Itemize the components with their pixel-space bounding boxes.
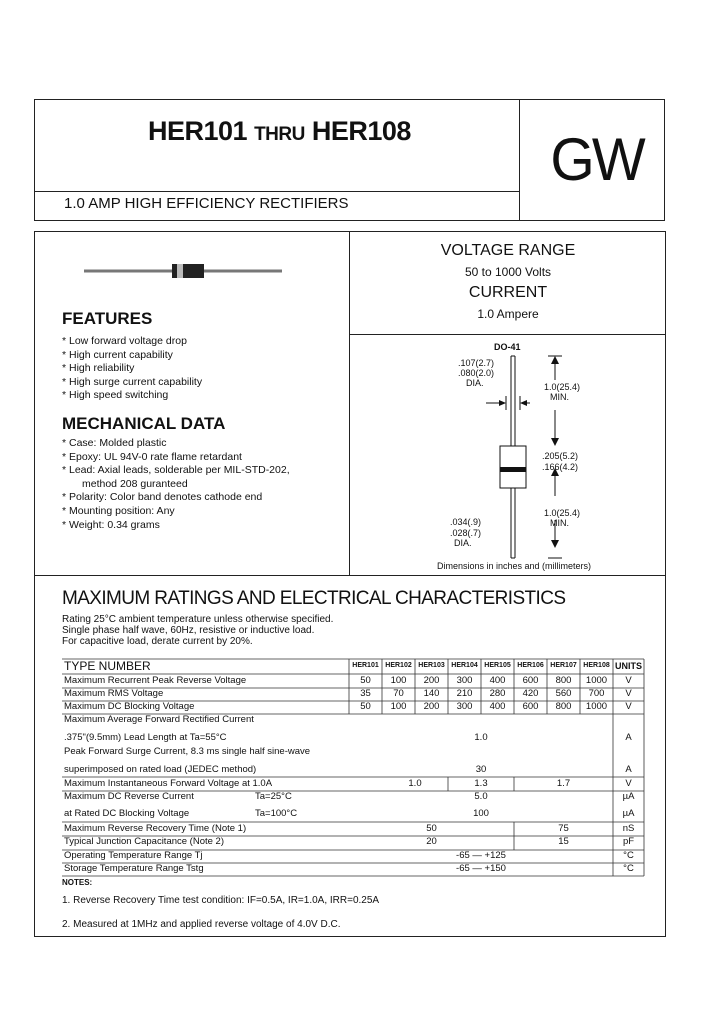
- unit-vrrm: V: [625, 675, 632, 686]
- dimensions-footnote: Dimensions in inches and (millimeters): [437, 561, 592, 571]
- cell-vrms-4: 280: [489, 688, 506, 699]
- col-header-her108: HER108: [583, 662, 610, 669]
- condition-line: Rating 25°C ambient temperature unless otherwise specified.: [62, 614, 334, 625]
- cell-vrms-6: 560: [555, 688, 572, 699]
- features-heading: FEATURES: [62, 309, 153, 328]
- cell-io_2: 1.0: [474, 732, 488, 743]
- list-item: * High current capability: [62, 348, 173, 361]
- title-part2: HER108: [311, 116, 411, 146]
- cell-cj-2: 15: [558, 836, 569, 847]
- cell-vdc-1: 100: [390, 701, 407, 712]
- lead-dia-1: .107(2.7): [458, 358, 495, 368]
- cell-vdc-4: 400: [489, 701, 506, 712]
- col-header-her107: HER107: [550, 662, 577, 669]
- cell-tstg: -65 — +150: [456, 863, 506, 874]
- cell-vdc-7: 1000: [585, 701, 608, 712]
- cell-vrrm-7: 1000: [585, 675, 608, 686]
- unit-cj: pF: [622, 836, 635, 847]
- cell-vrms-7: 700: [588, 688, 605, 699]
- package-name: DO-41: [494, 342, 521, 352]
- condition-line: For capacitive load, derate current by 20%.: [62, 636, 253, 647]
- cond-ir_1: Ta=25°C: [255, 791, 292, 802]
- row-label-trr: Maximum Reverse Recovery Time (Note 1): [64, 823, 247, 834]
- col-header-her105: HER105: [484, 662, 511, 669]
- lead-len2-2: MIN.: [550, 518, 569, 528]
- cell-vrms-5: 420: [522, 688, 539, 699]
- cell-vrms-0: 35: [360, 688, 371, 699]
- row-label-io_2: .375"(9.5mm) Lead Length at Ta=55°C: [64, 732, 227, 743]
- lead-len-2: MIN.: [550, 392, 569, 402]
- unit-ir_2: µA: [622, 808, 635, 819]
- list-item: * Mounting position: Any: [62, 504, 175, 517]
- page-subtitle: 1.0 AMP HIGH EFFICIENCY RECTIFIERS: [64, 195, 349, 212]
- unit-vdc: V: [625, 701, 632, 712]
- cell-ifsm_2: 30: [475, 764, 487, 775]
- col-header-her104: HER104: [451, 662, 478, 669]
- list-item: * High reliability: [62, 362, 135, 375]
- list-item: * Case: Molded plastic: [62, 437, 167, 449]
- current-label: CURRENT: [468, 284, 548, 301]
- cell-vrrm-1: 100: [390, 675, 407, 686]
- list-item: * Polarity: Color band denotes cathode end: [62, 491, 263, 504]
- unit-ifsm_2: A: [625, 764, 632, 775]
- note-item: 2. Measured at 1MHz and applied reverse voltage of 4.0V D.C.: [62, 919, 341, 930]
- cell-vf-3: 1.7: [556, 778, 571, 789]
- col-header-units: UNITS: [615, 661, 642, 671]
- unit-trr: nS: [622, 823, 635, 834]
- unit-tj: °C: [623, 850, 634, 861]
- col-header-type: TYPE NUMBER: [64, 659, 151, 673]
- cell-vdc-6: 800: [555, 701, 572, 712]
- row-label-vrms: Maximum RMS Voltage: [64, 688, 164, 699]
- title-part1: HER101: [148, 116, 248, 146]
- wire-dia-2: .028(.7): [450, 528, 482, 538]
- voltage-range-label: VOLTAGE RANGE: [440, 242, 576, 259]
- cell-cj-1: 20: [426, 836, 437, 847]
- cell-vdc-2: 200: [423, 701, 440, 712]
- note-item: 1. Reverse Recovery Time test condition: IF=0.5A, IR=1.0A, IRR=0.25A: [62, 895, 380, 906]
- col-header-her106: HER106: [517, 662, 544, 669]
- list-item: * Epoxy: UL 94V-0 rate flame retardant: [62, 450, 242, 463]
- mechanical-heading: MECHANICAL DATA: [62, 414, 226, 433]
- cell-tj: -65 — +125: [456, 850, 506, 861]
- row-label-tstg: Storage Temperature Range Tstg: [64, 863, 204, 874]
- cell-vdc-0: 50: [360, 701, 371, 712]
- lead-len-1: 1.0(25.4): [544, 382, 581, 392]
- body-len-2: .166(4.2): [542, 462, 579, 472]
- col-header-her101: HER101: [352, 662, 379, 669]
- row-label-vrrm: Maximum Recurrent Peak Reverse Voltage: [64, 675, 247, 686]
- cell-trr-2: 75: [558, 823, 569, 834]
- cell-vdc-5: 600: [522, 701, 539, 712]
- list-item: * Weight: 0.34 grams: [62, 518, 160, 531]
- wire-dia-1: .034(.9): [450, 517, 482, 527]
- col-header-her102: HER102: [385, 662, 412, 669]
- list-item: * Lead: Axial leads, solderable per MIL-STD-202,: [62, 464, 290, 477]
- unit-ir_1: µA: [622, 791, 635, 802]
- lead-dia-2: .080(2.0): [458, 368, 495, 378]
- list-item: method 208 guranteed: [82, 477, 188, 490]
- lead-dia-3: DIA.: [466, 378, 484, 388]
- max-ratings-heading: MAXIMUM RATINGS AND ELECTRICAL CHARACTERISTICS: [62, 588, 566, 609]
- condition-line: Single phase half wave, 60Hz, resistive or inductive load.: [62, 625, 315, 636]
- brand-logo: GW: [550, 126, 643, 193]
- voltage-range-value: 50 to 1000 Volts: [464, 265, 552, 279]
- cell-vrrm-5: 600: [522, 675, 539, 686]
- row-label-vdc: Maximum DC Blocking Voltage: [64, 701, 195, 712]
- lead-len2-1: 1.0(25.4): [544, 508, 581, 518]
- row-label-ifsm_1: Peak Forward Surge Current, 8.3 ms single half sine-wave: [64, 746, 311, 757]
- notes-section: [62, 878, 379, 930]
- title-thru: THRU: [254, 124, 305, 145]
- body-len-1: .205(5.2): [542, 451, 579, 461]
- row-label-ir_1: Maximum DC Reverse Current: [64, 791, 194, 802]
- cell-ir_1: 5.0: [474, 791, 488, 802]
- cell-vrrm-0: 50: [360, 675, 371, 686]
- cell-vf-1: 1.0: [408, 778, 422, 789]
- cell-vdc-3: 300: [456, 701, 473, 712]
- cell-vf-2: 1.3: [474, 778, 488, 789]
- cell-vrrm-4: 400: [489, 675, 506, 686]
- cell-vrrm-3: 300: [456, 675, 473, 686]
- cond-ir_2: Ta=100°C: [255, 808, 298, 819]
- row-label-vf: Maximum Instantaneous Forward Voltage at 1.0A: [64, 778, 273, 789]
- wire-dia-3: DIA.: [454, 538, 472, 548]
- unit-vrms: V: [625, 688, 632, 699]
- cell-vrms-2: 140: [423, 688, 440, 699]
- notes-heading: NOTES:: [62, 878, 93, 887]
- current-value: 1.0 Ampere: [477, 307, 539, 321]
- list-item: * High speed switching: [62, 389, 169, 402]
- row-label-cj: Typical Junction Capacitance (Note 2): [64, 836, 224, 847]
- col-header-her103: HER103: [418, 662, 445, 669]
- row-label-tj: Operating Temperature Range Tj: [64, 850, 203, 861]
- cell-vrms-1: 70: [393, 688, 404, 699]
- cell-vrrm-2: 200: [423, 675, 440, 686]
- row-label-io_1: Maximum Average Forward Rectified Current: [64, 714, 254, 725]
- cell-ir_2: 100: [473, 808, 489, 819]
- cell-trr-1: 50: [426, 823, 437, 834]
- list-item: * Low forward voltage drop: [62, 335, 187, 347]
- unit-tstg: °C: [623, 863, 634, 874]
- unit-vf: V: [625, 778, 632, 789]
- unit-io_2: A: [625, 732, 632, 743]
- cell-vrrm-6: 800: [555, 675, 572, 686]
- cell-vrms-3: 210: [456, 688, 473, 699]
- row-label-ifsm_2: superimposed on rated load (JEDEC method): [64, 764, 257, 775]
- list-item: * High surge current capability: [62, 375, 203, 388]
- row-label-ir_2: at Rated DC Blocking Voltage: [64, 808, 190, 819]
